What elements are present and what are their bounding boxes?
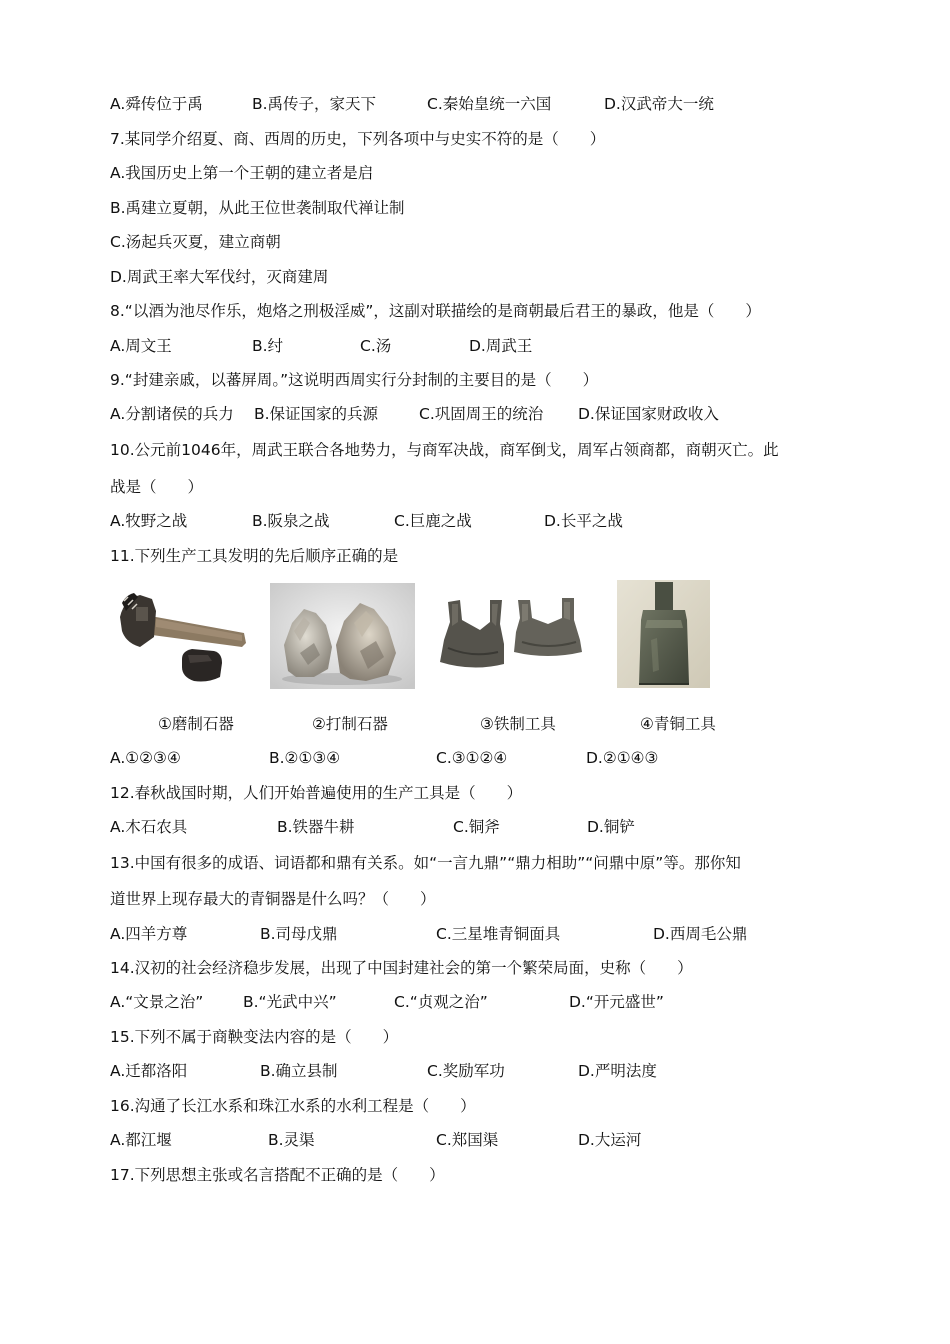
q14-option-d: D.“开元盛世” (569, 993, 664, 1011)
q7-option-b: B.禹建立夏朝，从此王位世袭制取代禅让制 (110, 199, 405, 217)
q11-caption-1: ①磨制石器 (158, 715, 234, 733)
q12-option-a: A.木石农具 (110, 818, 188, 836)
q13-option-b: B.司母戊鼎 (260, 925, 338, 943)
q9-option-a: A.分割诸侯的兵力 (110, 405, 234, 423)
q8-option-d: D.周武王 (469, 337, 533, 355)
q14-option-a: A.“文景之治” (110, 993, 204, 1011)
q16-option-d: D.大运河 (578, 1131, 642, 1149)
q7-option-c: C.汤起兵灭夏，建立商朝 (110, 233, 281, 251)
q10-option-c: C.巨鹿之战 (394, 512, 472, 530)
q16-option-b: B.灵渠 (268, 1131, 315, 1149)
q7-stem: 7.某同学介绍夏、商、西周的历史，下列各项中与史实不符的是（ ） (110, 130, 606, 148)
q8-option-c: C.汤 (360, 337, 392, 355)
q15-option-d: D.严明法度 (578, 1062, 657, 1080)
q11-stem: 11.下列生产工具发明的先后顺序正确的是 (110, 547, 399, 565)
q16-option-c: C.郑国渠 (436, 1131, 499, 1149)
q10-option-b: B.阪泉之战 (252, 512, 330, 530)
q15-stem: 15.下列不属于商鞅变法内容的是（ ） (110, 1028, 399, 1046)
q8-stem: 8.“以酒为池尽作乐，炮烙之刑极淫威”，这副对联描绘的是商朝最后君王的暴政，他是（ ） (110, 302, 761, 320)
q10-stem-line1: 10.公元前1046年，周武王联合各地势力，与商军决战，商军倒戈，周军占领商都，商朝灭亡。此 (110, 441, 779, 459)
q12-option-b: B.铁器牛耕 (277, 818, 355, 836)
q12-option-d: D.铜铲 (587, 818, 635, 836)
q11-caption-2: ②打制石器 (312, 715, 388, 733)
q17-stem: 17.下列思想主张或名言搭配不正确的是（ ） (110, 1166, 445, 1184)
q11-option-c: C.③①②④ (436, 749, 508, 767)
q11-caption-4: ④青铜工具 (640, 715, 716, 733)
chipped-stone-tools-image (270, 583, 415, 689)
q15-option-c: C.奖励军功 (427, 1062, 505, 1080)
q9-option-b: B.保证国家的兵源 (254, 405, 379, 423)
q7-option-d: D.周武王率大军伐纣，灭商建周 (110, 268, 329, 286)
q13-stem-line2: 道世界上现存最大的青铜器是什么吗？（ ） (110, 890, 436, 908)
bronze-tool-image (617, 580, 710, 688)
q10-option-a: A.牧野之战 (110, 512, 188, 530)
q15-option-a: A.迁都洛阳 (110, 1062, 188, 1080)
q16-option-a: A.都江堰 (110, 1131, 172, 1149)
q9-stem: 9.“封建亲戚，以蕃屏周。”这说明西周实行分封制的主要目的是（ ） (110, 371, 599, 389)
q6-option-b: B.禹传子，家天下 (252, 95, 377, 113)
q13-option-c: C.三星堆青铜面具 (436, 925, 561, 943)
q11-option-a: A.①②③④ (110, 749, 181, 767)
q11-caption-3: ③铁制工具 (480, 715, 556, 733)
q6-option-a: A.舜传位于禹 (110, 95, 203, 113)
q9-option-c: C.巩固周王的统治 (419, 405, 544, 423)
q13-option-d: D.西周毛公鼎 (653, 925, 748, 943)
q16-stem: 16.沟通了长江水系和珠江水系的水利工程是（ ） (110, 1097, 476, 1115)
q14-option-b: B.“光武中兴” (243, 993, 337, 1011)
q10-option-d: D.长平之战 (544, 512, 623, 530)
q11-option-b: B.②①③④ (269, 749, 341, 767)
polished-stone-axe-image (116, 581, 248, 685)
q7-option-a: A.我国历史上第一个王朝的建立者是启 (110, 164, 374, 182)
q15-option-b: B.确立县制 (260, 1062, 338, 1080)
q12-stem: 12.春秋战国时期，人们开始普遍使用的生产工具是（ ） (110, 784, 523, 802)
q13-option-a: A.四羊方尊 (110, 925, 188, 943)
q11-option-d: D.②①④③ (586, 749, 659, 767)
q12-option-c: C.铜斧 (453, 818, 500, 836)
q13-stem-line1: 13.中国有很多的成语、词语都和鼎有关系。如“一言九鼎”“鼎力相助”“问鼎中原”等。那你知 (110, 854, 741, 872)
q6-option-d: D.汉武帝大一统 (604, 95, 714, 113)
iron-tools-image (436, 592, 590, 676)
q6-option-c: C.秦始皇统一六国 (427, 95, 552, 113)
q10-stem-line2: 战是（ ） (110, 478, 204, 496)
q8-option-a: A.周文王 (110, 337, 172, 355)
q8-option-b: B.纣 (252, 337, 284, 355)
q14-option-c: C.“贞观之治” (394, 993, 488, 1011)
q9-option-d: D.保证国家财政收入 (578, 405, 719, 423)
q14-stem: 14.汉初的社会经济稳步发展，出现了中国封建社会的第一个繁荣局面，史称（ ） (110, 959, 693, 977)
